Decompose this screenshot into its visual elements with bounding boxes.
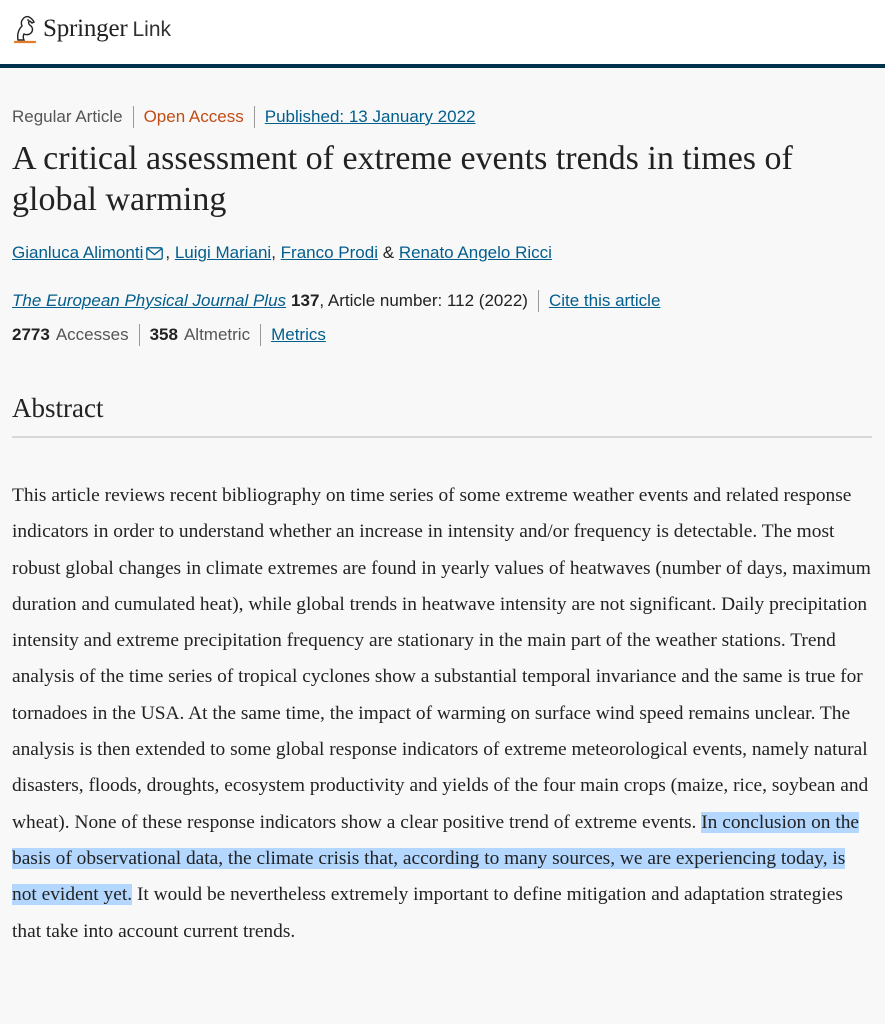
- abstract-text: This article reviews recent bibliography on time series of some extreme weather events and related response indicators in order to understand whether an increase in intensity and/or frequency is detectable. The most robust global changes in climate extremes are found in yearly values of heatwaves (number of days, maximum duration and cumulated heat), while global trends in heatwave intensity are not significant. Daily precipitation intensity and extreme precipitation frequency are stationary in the main part of the weather stations. Trend analysis of the time series of tropical cyclones show a substantial temporal invariance and the same is true for tornadoes in the USA. At the same time, the impact of warming on surface wind speed remains unclear. The analysis is then extended to some global response indicators of extreme meteorological events, namely natural disasters, floods, droughts, ecosystem productivity and yields of the four main crops (maize, rice, soybean and wheat). None of these response indicators show a clear positive trend of extreme events.: [12, 485, 871, 833]
- author-list: [12, 243, 552, 263]
- author-separator: ,: [271, 243, 276, 262]
- abstract-heading: Abstract: [12, 393, 104, 423]
- author-link[interactable]: Luigi Mariani: [174, 243, 272, 262]
- journal-link[interactable]: The European Physical Journal Plus: [12, 291, 287, 310]
- brand-link: Link: [132, 18, 172, 41]
- site-header: [0, 0, 885, 65]
- section-divider: [12, 436, 872, 438]
- article-meta-row: [12, 106, 476, 128]
- journal-volume: 137: [291, 291, 320, 310]
- metrics-link[interactable]: Metrics: [271, 325, 326, 344]
- cite-this-article-link[interactable]: Cite this article: [548, 291, 661, 310]
- abstract-body: [12, 478, 874, 950]
- citation-divider: [538, 290, 539, 312]
- springer-link-logo[interactable]: [12, 14, 171, 44]
- author-link[interactable]: Gianluca Alimonti: [12, 243, 144, 262]
- open-access-badge: Open Access: [143, 107, 244, 126]
- author-link[interactable]: Franco Prodi: [280, 243, 378, 262]
- metrics-divider: [139, 324, 140, 346]
- meta-divider: [133, 106, 134, 128]
- author-separator: ,: [165, 243, 171, 262]
- author-ampersand: &: [382, 243, 395, 262]
- altmetric-label: Altmetric: [183, 325, 251, 344]
- meta-divider: [254, 106, 255, 128]
- accesses-count: 2773: [12, 325, 50, 344]
- springer-horse-icon: [12, 14, 38, 44]
- header-divider-bar: [0, 64, 885, 68]
- citation-row: [12, 290, 660, 312]
- author-link[interactable]: Renato Angelo Ricci: [398, 243, 552, 262]
- metrics-row: [12, 324, 326, 346]
- abstract-highlighted-text: In conclusion on the basis of observational data, the climate crisis that, according to many sources, we are experiencing today, is not evident yet.: [12, 811, 860, 906]
- brand-springer: Springer: [43, 15, 128, 42]
- article-number: , Article number: 112 (2022): [319, 291, 528, 310]
- altmetric-count: 358: [149, 325, 178, 344]
- metrics-divider: [260, 324, 261, 346]
- abstract-text: It would be nevertheless extremely important to define mitigation and adaptation strategies that take into account current trends.: [12, 884, 843, 942]
- article-type: Regular Article: [12, 107, 123, 126]
- accesses-label: Accesses: [55, 325, 129, 344]
- published-date-link[interactable]: Published: 13 January 2022: [264, 107, 476, 126]
- mail-icon[interactable]: [146, 247, 163, 260]
- article-title: A critical assessment of extreme events trends in times of global warming: [12, 140, 793, 218]
